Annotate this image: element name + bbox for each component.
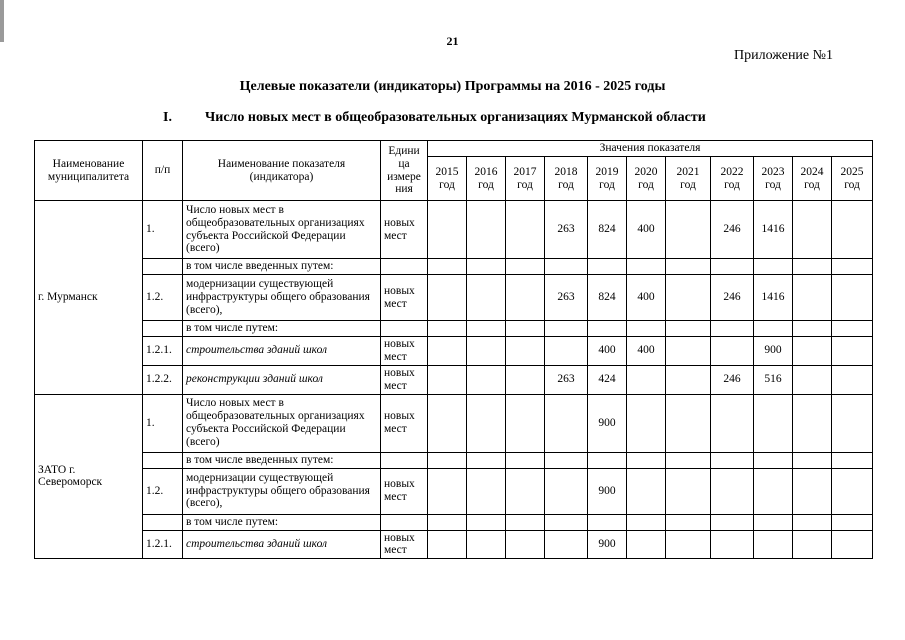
document-title: Целевые показатели (индикаторы) Программы на 2016 - 2025 годы <box>239 79 666 94</box>
year-number: 2020 <box>634 165 658 178</box>
item-number-cell: 1. <box>143 394 183 452</box>
item-number-cell: 1.2.1. <box>143 530 183 559</box>
value-cell: 900 <box>588 394 627 452</box>
empty-cell <box>754 452 793 468</box>
subheading-label: в том числе введенных путем: <box>183 259 381 275</box>
year-number: 2022 <box>720 165 744 178</box>
value-cell <box>506 394 545 452</box>
year-suffix: год <box>680 178 696 191</box>
year-suffix: год <box>765 178 781 191</box>
unit-cell: новых мест <box>381 337 428 366</box>
empty-cell <box>467 514 506 530</box>
unit-cell: новых мест <box>381 201 428 259</box>
value-cell: 1416 <box>754 201 793 259</box>
item-number-cell <box>143 321 183 337</box>
empty-cell <box>711 452 754 468</box>
value-cell: 246 <box>711 275 754 321</box>
empty-cell <box>793 452 832 468</box>
value-cell <box>793 365 832 394</box>
empty-cell <box>506 514 545 530</box>
value-cell <box>754 394 793 452</box>
page-number: 21 <box>446 34 459 48</box>
value-cell <box>666 530 711 559</box>
empty-cell <box>428 259 467 275</box>
value-cell <box>467 394 506 452</box>
item-number-cell <box>143 452 183 468</box>
subheading-label: в том числе введенных путем: <box>183 452 381 468</box>
value-cell <box>711 337 754 366</box>
value-cell <box>666 468 711 514</box>
empty-cell <box>381 321 428 337</box>
value-cell <box>627 530 666 559</box>
year-number: 2016 <box>474 165 498 178</box>
empty-cell <box>428 321 467 337</box>
subheading-label: в том числе путем: <box>183 514 381 530</box>
year-suffix: год <box>724 178 740 191</box>
empty-cell <box>588 514 627 530</box>
header-year <box>588 157 627 201</box>
indicator-name-cell: Число новых мест в общеобразовательных организациях субъекта Российской Федерации (всего) <box>183 394 381 452</box>
empty-cell <box>545 514 588 530</box>
header-year <box>545 157 588 201</box>
value-cell <box>666 394 711 452</box>
header-year <box>793 157 832 201</box>
value-cell <box>506 201 545 259</box>
header-values: Значения показателя <box>428 141 873 157</box>
value-cell <box>832 365 873 394</box>
value-cell <box>832 201 873 259</box>
value-cell <box>428 530 467 559</box>
value-cell <box>793 530 832 559</box>
empty-cell <box>467 259 506 275</box>
value-cell <box>832 275 873 321</box>
value-cell <box>545 530 588 559</box>
value-cell <box>666 201 711 259</box>
unit-cell: новых мест <box>381 394 428 452</box>
year-number: 2021 <box>676 165 700 178</box>
empty-cell <box>506 321 545 337</box>
value-cell <box>793 394 832 452</box>
empty-cell <box>588 259 627 275</box>
empty-cell <box>506 452 545 468</box>
header-indicator: Наименование показателя (индикатора) <box>183 141 381 201</box>
value-cell <box>793 201 832 259</box>
value-cell <box>506 530 545 559</box>
municipality-cell: г. Мурманск <box>35 201 143 395</box>
unit-cell: новых мест <box>381 530 428 559</box>
indicator-name-cell: модернизации существующей инфраструктуры общего образования (всего), <box>183 468 381 514</box>
value-cell: 1416 <box>754 275 793 321</box>
value-cell <box>627 468 666 514</box>
value-cell <box>754 530 793 559</box>
value-cell <box>506 468 545 514</box>
year-suffix: год <box>478 178 494 191</box>
year-number: 2025 <box>840 165 864 178</box>
empty-cell <box>428 452 467 468</box>
value-cell <box>711 468 754 514</box>
indicator-row <box>35 530 873 559</box>
value-cell <box>666 365 711 394</box>
value-cell <box>467 365 506 394</box>
indicators-table <box>34 140 873 559</box>
header-item-number: п/п <box>143 141 183 201</box>
year-suffix: год <box>439 178 455 191</box>
value-cell <box>627 365 666 394</box>
value-cell <box>428 275 467 321</box>
value-cell <box>545 337 588 366</box>
indicator-name-cell: Число новых мест в общеобразовательных организациях субъекта Российской Федерации (всего) <box>183 201 381 259</box>
header-year <box>627 157 666 201</box>
year-suffix: год <box>844 178 860 191</box>
empty-cell <box>467 321 506 337</box>
value-cell: 824 <box>588 201 627 259</box>
value-cell <box>793 275 832 321</box>
empty-cell <box>381 259 428 275</box>
value-cell <box>428 394 467 452</box>
value-cell <box>506 337 545 366</box>
value-cell <box>428 337 467 366</box>
empty-cell <box>627 259 666 275</box>
empty-cell <box>545 452 588 468</box>
indicator-name-cell: реконструкции зданий школ <box>183 365 381 394</box>
indicator-row <box>35 468 873 514</box>
empty-cell <box>711 321 754 337</box>
value-cell <box>711 530 754 559</box>
subheading-row <box>35 259 873 275</box>
empty-cell <box>793 321 832 337</box>
header-year <box>832 157 873 201</box>
empty-cell <box>754 321 793 337</box>
indicator-row <box>35 365 873 394</box>
empty-cell <box>467 452 506 468</box>
year-number: 2024 <box>800 165 824 178</box>
year-number: 2023 <box>761 165 785 178</box>
year-number: 2015 <box>435 165 459 178</box>
empty-cell <box>711 259 754 275</box>
value-cell <box>627 394 666 452</box>
header-year <box>506 157 545 201</box>
empty-cell <box>711 514 754 530</box>
value-cell <box>467 275 506 321</box>
empty-cell <box>627 452 666 468</box>
empty-cell <box>588 321 627 337</box>
value-cell <box>467 337 506 366</box>
value-cell <box>711 394 754 452</box>
appendix-label: Приложение №1 <box>734 48 833 63</box>
subheading-label: в том числе путем: <box>183 321 381 337</box>
value-cell: 900 <box>754 337 793 366</box>
value-cell <box>793 468 832 514</box>
empty-cell <box>381 452 428 468</box>
value-cell <box>428 468 467 514</box>
header-year <box>666 157 711 201</box>
value-cell <box>545 468 588 514</box>
year-number: 2018 <box>554 165 578 178</box>
year-suffix: год <box>804 178 820 191</box>
empty-cell <box>832 452 873 468</box>
section-title: Число новых мест в общеобразовательных организациях Мурманской области <box>205 110 706 125</box>
header-year <box>467 157 506 201</box>
value-cell <box>506 275 545 321</box>
municipality-cell: ЗАТО г. Североморск <box>35 394 143 559</box>
value-cell: 400 <box>588 337 627 366</box>
indicator-row <box>35 275 873 321</box>
value-cell <box>428 365 467 394</box>
value-cell <box>832 468 873 514</box>
value-cell <box>506 365 545 394</box>
indicator-name-cell: строительства зданий школ <box>183 530 381 559</box>
indicator-row <box>35 201 873 259</box>
item-number-cell: 1.2.1. <box>143 337 183 366</box>
subheading-row <box>35 514 873 530</box>
empty-cell <box>754 259 793 275</box>
value-cell <box>832 337 873 366</box>
section-number: I. <box>163 110 172 125</box>
value-cell: 900 <box>588 468 627 514</box>
empty-cell <box>793 259 832 275</box>
empty-cell <box>627 321 666 337</box>
value-cell: 263 <box>545 275 588 321</box>
item-number-cell: 1.2. <box>143 275 183 321</box>
header-year <box>428 157 467 201</box>
year-number: 2017 <box>513 165 537 178</box>
value-cell: 263 <box>545 365 588 394</box>
header-municipality: Наименование муниципалитета <box>35 141 143 201</box>
value-cell <box>832 530 873 559</box>
value-cell: 400 <box>627 275 666 321</box>
empty-cell <box>754 514 793 530</box>
value-cell: 516 <box>754 365 793 394</box>
indicator-name-cell: строительства зданий школ <box>183 337 381 366</box>
empty-cell <box>832 321 873 337</box>
value-cell <box>666 275 711 321</box>
indicator-row <box>35 337 873 366</box>
value-cell <box>467 468 506 514</box>
value-cell: 246 <box>711 201 754 259</box>
item-number-cell: 1.2.2. <box>143 365 183 394</box>
value-cell: 400 <box>627 337 666 366</box>
unit-cell: новых мест <box>381 275 428 321</box>
empty-cell <box>666 321 711 337</box>
header-year <box>711 157 754 201</box>
indicator-row <box>35 394 873 452</box>
value-cell <box>467 530 506 559</box>
value-cell <box>467 201 506 259</box>
subheading-row <box>35 321 873 337</box>
year-suffix: год <box>599 178 615 191</box>
empty-cell <box>832 259 873 275</box>
subheading-row <box>35 452 873 468</box>
empty-cell <box>545 321 588 337</box>
value-cell <box>832 394 873 452</box>
year-suffix: год <box>517 178 533 191</box>
value-cell <box>754 468 793 514</box>
item-number-cell: 1.2. <box>143 468 183 514</box>
value-cell <box>793 337 832 366</box>
empty-cell <box>428 514 467 530</box>
value-cell: 246 <box>711 365 754 394</box>
empty-cell <box>666 514 711 530</box>
empty-cell <box>832 514 873 530</box>
empty-cell <box>381 514 428 530</box>
empty-cell <box>666 259 711 275</box>
empty-cell <box>506 259 545 275</box>
empty-cell <box>627 514 666 530</box>
indicator-name-cell: модернизации существующей инфраструктуры общего образования (всего), <box>183 275 381 321</box>
item-number-cell <box>143 259 183 275</box>
value-cell: 424 <box>588 365 627 394</box>
item-number-cell <box>143 514 183 530</box>
header-unit: Едини ца измере ния <box>381 141 428 201</box>
value-cell <box>428 201 467 259</box>
year-suffix: год <box>638 178 654 191</box>
unit-cell: новых мест <box>381 365 428 394</box>
unit-cell: новых мест <box>381 468 428 514</box>
empty-cell <box>793 514 832 530</box>
empty-cell <box>588 452 627 468</box>
value-cell: 400 <box>627 201 666 259</box>
value-cell: 263 <box>545 201 588 259</box>
value-cell <box>666 337 711 366</box>
header-year <box>754 157 793 201</box>
item-number-cell: 1. <box>143 201 183 259</box>
year-number: 2019 <box>595 165 619 178</box>
year-suffix: год <box>558 178 574 191</box>
empty-cell <box>666 452 711 468</box>
value-cell <box>545 394 588 452</box>
value-cell: 900 <box>588 530 627 559</box>
empty-cell <box>545 259 588 275</box>
value-cell: 824 <box>588 275 627 321</box>
